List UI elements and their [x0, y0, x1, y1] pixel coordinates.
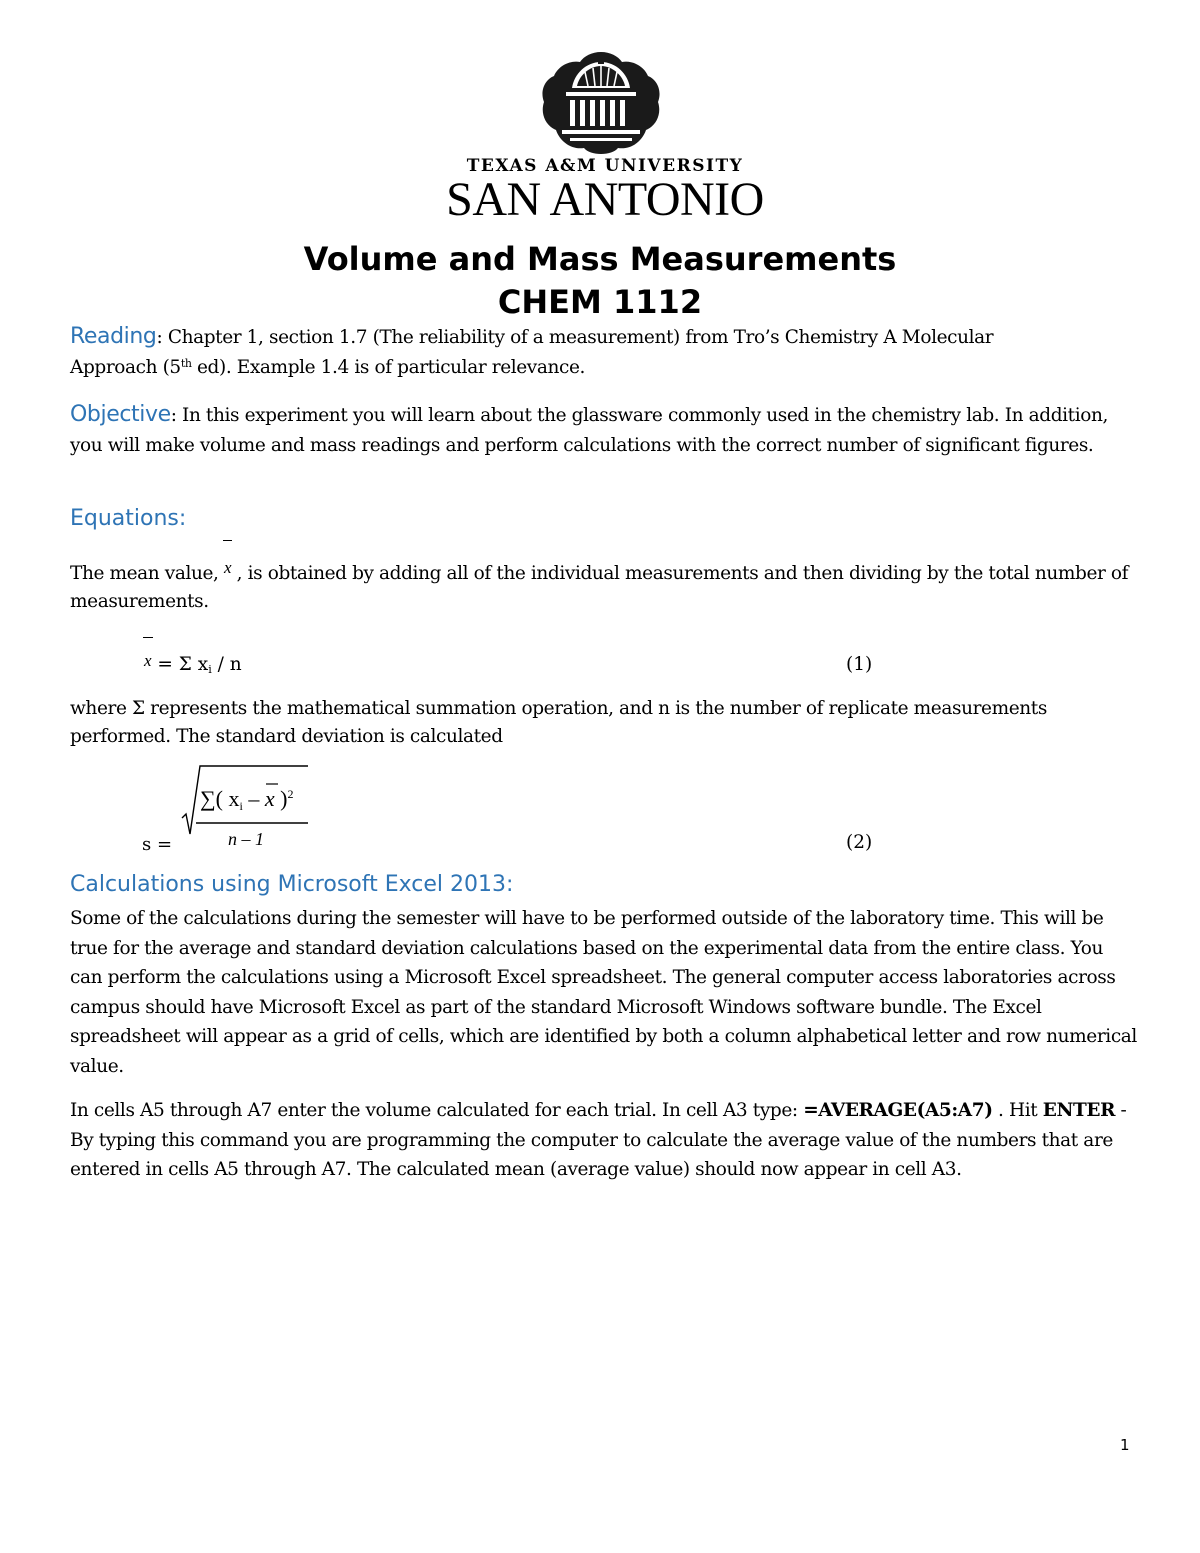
reading-label: Reading	[70, 324, 157, 349]
eq2-numerator: ∑( xi – x )$^2$	[200, 786, 294, 813]
excel-heading: Calculations using Microsoft Excel 2013:	[70, 872, 514, 897]
excel-paragraph-1: Some of the calculations during the semester will have to be performed outside of the laboratory time. This will be true for the average and standard deviation calculations based on the experimental data from the entire class. You can perform the calculations using a Microsoft Excel spreadsheet. The general computer access laboratories across campus should have Microsoft Excel as part of the standard Microsoft Windows software bundle. The Excel spreadsheet will appear as a grid of cells, which are identified by both a column alphabetical letter and row numerical value.	[70, 908, 1137, 1077]
mean-intro-a: The mean value,	[70, 563, 225, 584]
eq1-xbar: x	[144, 651, 152, 670]
excel-formula: =AVERAGE(A5:A7)	[803, 1100, 993, 1121]
reading-sup: th	[180, 357, 192, 370]
excel-p2-a: In cells A5 through A7 enter the volume calculated for each trial. In cell A3 type:	[70, 1100, 804, 1121]
excel-p2-c: -By typing this command you are programming the computer to calculate the average value of the numbers that are entered in cells A5 through A7. The calculated mean (average value) should now appear in cell A3.	[70, 1100, 1127, 1180]
objective-label: Objective	[70, 402, 171, 427]
where-paragraph: where Σ represents the mathematical summation operation, and n is the number of replicate measurements performed. The standard deviation is calculated	[70, 698, 1047, 747]
xbar-symbol: x	[224, 554, 231, 582]
eq1-sub: i	[208, 663, 212, 676]
reading-paragraph	[70, 322, 1140, 383]
reading-text-c: ed). Example 1.4 is of particular relevance.	[191, 357, 585, 378]
excel-enter-key: ENTER	[1042, 1100, 1116, 1121]
university-name-line2: SAN ANTONIO	[446, 173, 764, 226]
eq1-rhs: = Σ x	[151, 654, 209, 675]
objective-paragraph	[70, 400, 1140, 461]
eq2-denominator: n – 1	[228, 829, 264, 849]
reading-text-a: : Chapter 1, section 1.7 (The reliability of a measurement) from Tro’s Chemistry A Molecular	[156, 327, 994, 348]
course-code: CHEM 1112	[497, 283, 703, 321]
eq1-tail: / n	[211, 654, 242, 675]
standard-deviation-formula	[140, 760, 340, 860]
excel-paragraph-2	[70, 1096, 1140, 1185]
objective-text: : In this experiment you will learn about the glassware commonly used in the chemistry lab. In addition, you will make volume and mass readings and perform calculations with the correct number of significant figures.	[70, 405, 1108, 456]
mean-intro-b: , is obtained by adding all of the individual measurements and then dividing by the total number of measurements.	[70, 563, 1129, 612]
university-name-line1: TEXAS A&M UNIVERSITY	[466, 156, 744, 176]
document-title: Volume and Mass Measurements	[303, 240, 897, 278]
page-number: 1	[1120, 1436, 1130, 1454]
eq2-s-label: s =	[142, 834, 173, 855]
university-seal-logo	[540, 48, 662, 158]
equation-1-number: (1)	[846, 654, 873, 675]
equation-1	[144, 651, 242, 676]
reading-text-b: Approach (5	[70, 357, 181, 378]
equations-heading: Equations:	[70, 506, 187, 531]
excel-p2-b: . Hit	[992, 1100, 1043, 1121]
equation-2-number: (2)	[846, 832, 873, 853]
mean-intro-paragraph	[70, 560, 1140, 616]
